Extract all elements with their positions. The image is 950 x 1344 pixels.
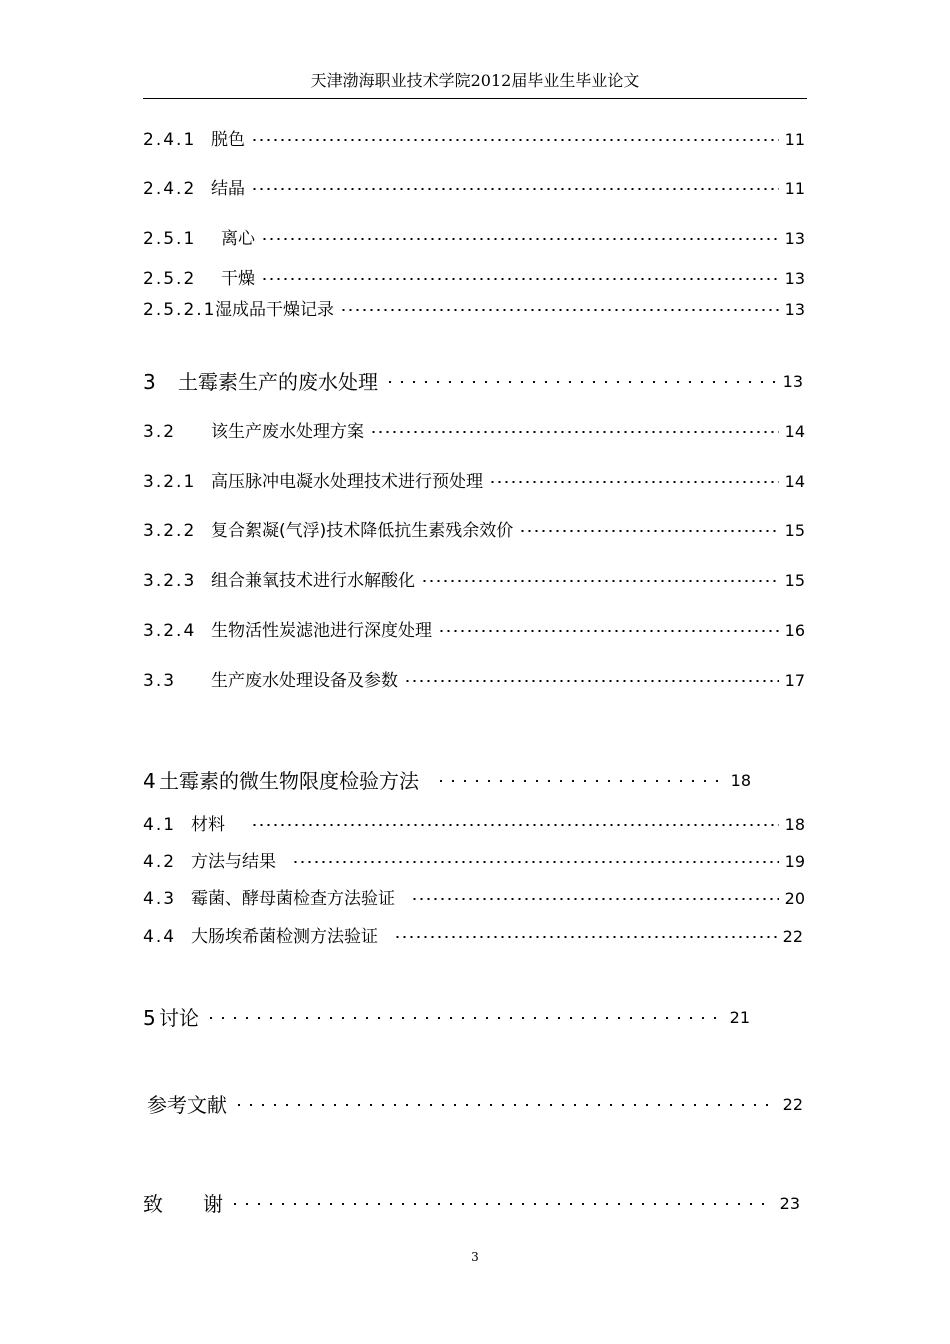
toc-entry-page: 15 — [784, 571, 805, 590]
toc-entry-title: 该生产废水处理方案 — [211, 422, 364, 442]
toc-entry[interactable] — [143, 296, 805, 324]
toc-entry[interactable] — [143, 617, 805, 645]
toc-entry-page: 22 — [782, 1095, 803, 1114]
toc-leader-dots — [205, 1017, 724, 1019]
toc-entry-number: 3.2 — [143, 422, 177, 442]
toc-entry-title: 材料 — [191, 815, 225, 835]
toc-entry-page: 18 — [784, 815, 805, 834]
toc-leader-dots — [489, 481, 779, 483]
toc-leader-dots — [404, 680, 779, 682]
toc-chapter-entry[interactable] — [147, 1091, 803, 1119]
toc-leader-dots — [251, 188, 779, 190]
toc-entry-page: 11 — [784, 179, 805, 198]
toc-entry[interactable] — [143, 225, 805, 253]
toc-entry-page: 18 — [730, 771, 751, 790]
toc-entry[interactable] — [143, 175, 805, 203]
toc-entry[interactable] — [143, 811, 805, 839]
toc-entry-page: 22 — [782, 927, 803, 946]
toc-entry-number: 2.5.2 — [143, 269, 197, 289]
toc-entry-title: 组合兼氧技术进行水解酸化 — [211, 571, 415, 591]
toc-entry-page: 19 — [784, 852, 805, 871]
toc-entry[interactable] — [143, 667, 805, 695]
toc-entry-number: 3.2.1 — [143, 472, 197, 492]
toc-entry[interactable] — [143, 923, 803, 951]
toc-entry-title: 致 谢 — [143, 1192, 223, 1216]
page-header: 天津渤海职业技术学院2012届毕业生毕业论文 — [310, 71, 640, 90]
toc-entry[interactable] — [143, 418, 805, 446]
toc-entry-title: 湿成品干燥记录 — [215, 300, 334, 320]
toc-entry-title: 生产废水处理设备及参数 — [211, 671, 398, 691]
toc-entry-number: 3.2.4 — [143, 621, 197, 641]
toc-chapter-entry[interactable] — [143, 1190, 800, 1218]
toc-leader-dots — [251, 824, 779, 826]
toc-entry-title: 大肠埃希菌检测方法验证 — [191, 927, 378, 947]
toc-entry-page: 13 — [782, 372, 803, 391]
page-number: 3 — [471, 1250, 479, 1264]
toc-entry-title: 讨论 — [159, 1006, 199, 1030]
toc-entry-title: 方法与结果 — [191, 852, 276, 872]
toc-entry-number: 4.2 — [143, 852, 177, 872]
toc-leader-dots — [229, 1203, 774, 1205]
toc-entry-page: 13 — [784, 269, 805, 288]
toc-chapter-entry[interactable] — [143, 767, 751, 795]
toc-entry[interactable] — [143, 517, 805, 545]
toc-entry[interactable] — [143, 126, 805, 154]
toc-entry-number: 3 — [143, 370, 158, 394]
toc-entry[interactable] — [143, 885, 805, 913]
toc-leader-dots — [438, 630, 779, 632]
toc-leader-dots — [251, 139, 779, 141]
toc-entry-page: 21 — [729, 1008, 750, 1027]
toc-entry-number: 5 — [143, 1006, 158, 1030]
toc-entry-page: 13 — [784, 300, 805, 319]
toc-entry[interactable] — [143, 468, 805, 496]
toc-entry-number: 4.3 — [143, 889, 177, 909]
toc-entry-title: 霉菌、酵母菌检查方法验证 — [191, 889, 395, 909]
toc-entry-number: 2.5.1 — [143, 229, 197, 249]
toc-entry-page: 17 — [784, 671, 805, 690]
toc-entry-page: 15 — [784, 521, 805, 540]
toc-entry[interactable] — [143, 848, 805, 876]
toc-leader-dots — [421, 580, 779, 582]
toc-entry-page: 13 — [784, 229, 805, 248]
toc-entry-number: 4.4 — [143, 927, 177, 947]
toc-entry[interactable] — [143, 567, 805, 595]
toc-entry-page: 20 — [784, 889, 805, 908]
toc-entry-page: 14 — [784, 472, 805, 491]
toc-entry-title: 干燥 — [221, 269, 255, 289]
toc-entry-page: 14 — [784, 422, 805, 441]
toc-leader-dots — [394, 936, 777, 938]
toc-entry-title: 离心 — [221, 229, 255, 249]
toc-entry[interactable] — [143, 265, 805, 293]
toc-entry-number: 2.5.2.1 — [143, 300, 217, 320]
toc-leader-dots — [292, 861, 779, 863]
toc-leader-dots — [340, 309, 779, 311]
toc-entry-number: 3.3 — [143, 671, 177, 691]
toc-leader-dots — [261, 278, 779, 280]
toc-entry-number: 3.2.2 — [143, 521, 197, 541]
toc-chapter-entry[interactable] — [143, 1004, 750, 1032]
toc-entry-title: 土霉素的微生物限度检验方法 — [159, 769, 419, 793]
toc-entry-number: 4.1 — [143, 815, 177, 835]
toc-entry-title: 参考文献 — [147, 1093, 227, 1117]
toc-entry-page: 11 — [784, 130, 805, 149]
toc-entry-number: 3.2.3 — [143, 571, 197, 591]
toc-leader-dots — [261, 238, 779, 240]
toc-leader-dots — [370, 431, 779, 433]
toc-leader-dots — [384, 381, 777, 383]
toc-entry-page: 16 — [784, 621, 805, 640]
toc-entry-number: 2.4.2 — [143, 179, 197, 199]
toc-entry-title: 高压脉冲电凝水处理技术进行预处理 — [211, 472, 483, 492]
toc-entry-title: 结晶 — [211, 179, 245, 199]
toc-chapter-entry[interactable] — [143, 368, 803, 396]
toc-leader-dots — [435, 780, 725, 782]
toc-entry-title: 土霉素生产的废水处理 — [178, 370, 378, 394]
toc-leader-dots — [411, 898, 779, 900]
toc-leader-dots — [519, 530, 778, 532]
toc-leader-dots — [233, 1104, 777, 1106]
toc-entry-title: 复合絮凝(气浮)技术降低抗生素残余效价 — [211, 521, 514, 541]
toc-entry-page: 23 — [779, 1194, 800, 1213]
toc-entry-number: 4 — [143, 769, 158, 793]
toc-entry-title: 生物活性炭滤池进行深度处理 — [211, 621, 432, 641]
toc-entry-number: 2.4.1 — [143, 130, 197, 150]
toc-entry-title: 脱色 — [211, 130, 245, 150]
